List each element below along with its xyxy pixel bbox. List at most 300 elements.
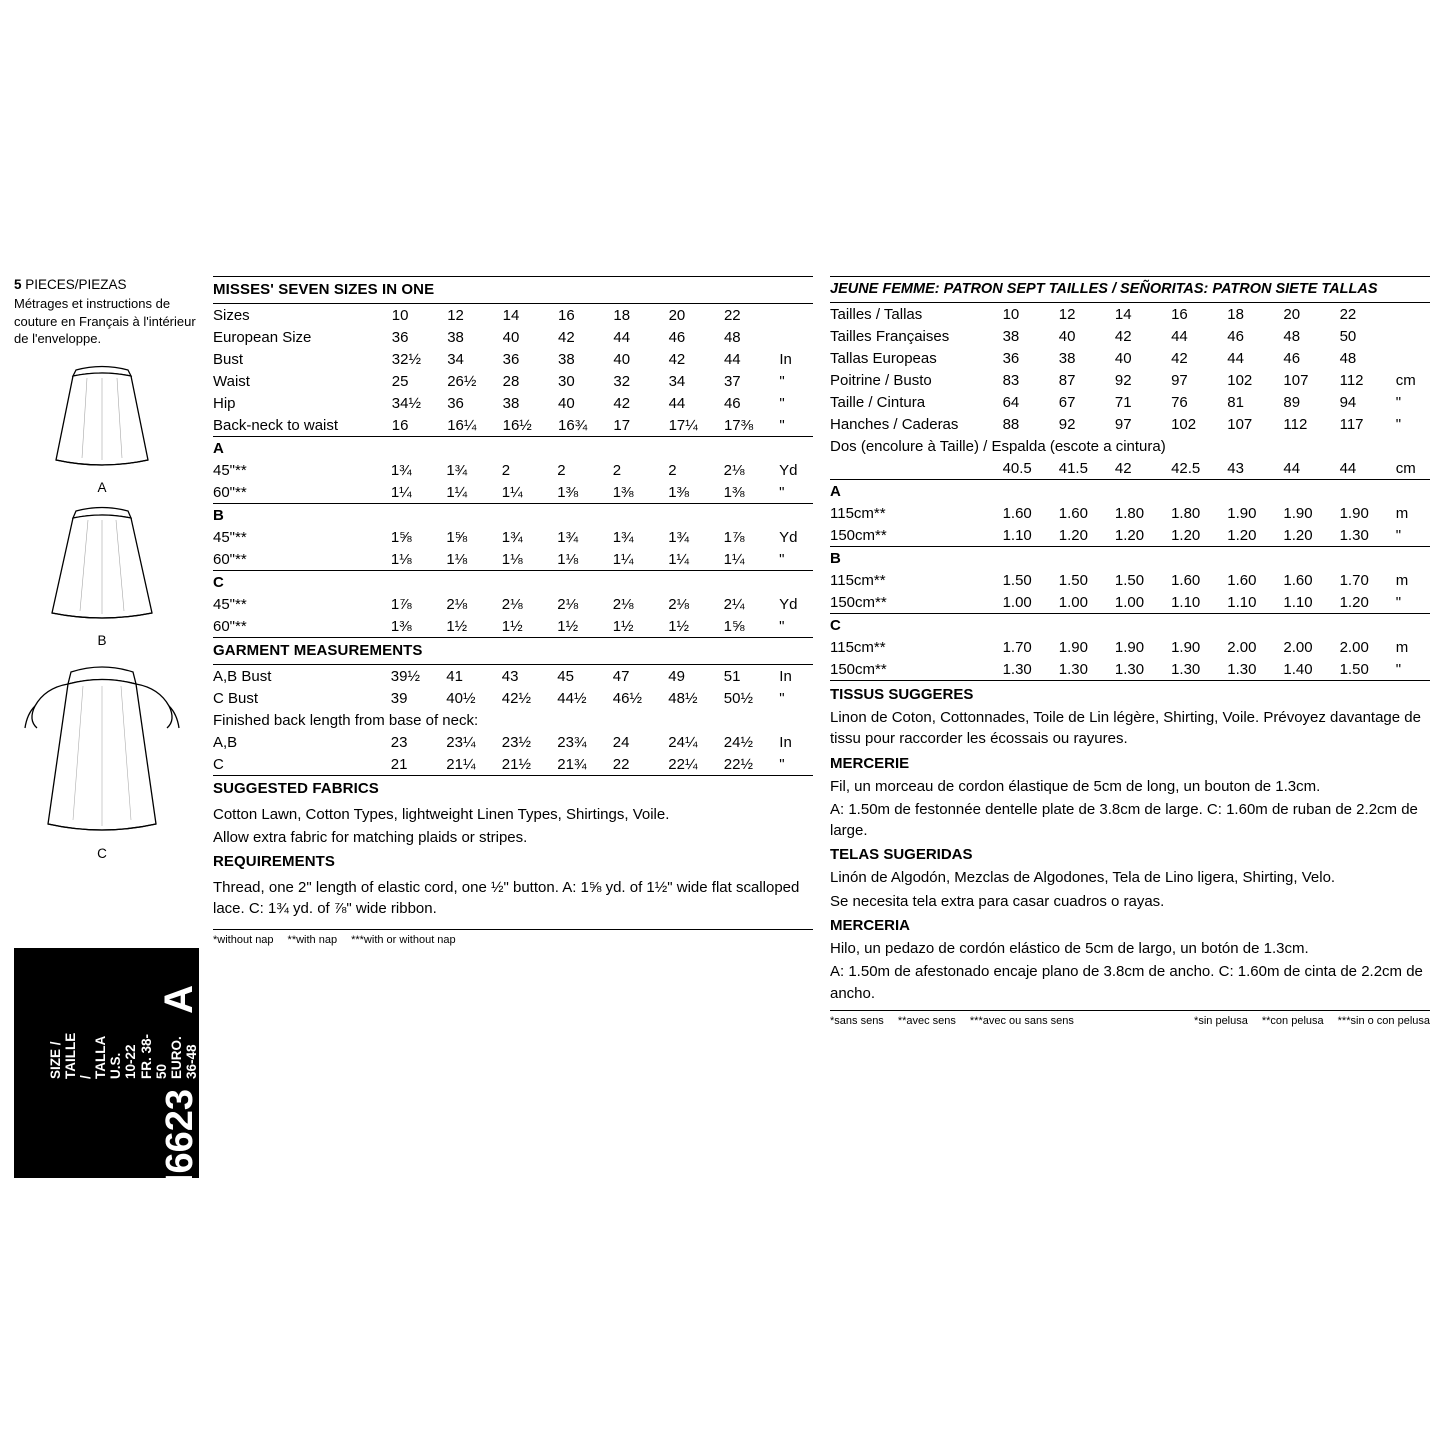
- view-b-illustration: [14, 501, 190, 648]
- unit: m: [1395, 638, 1409, 656]
- metric-yardage-a: [830, 480, 1430, 546]
- french-instructions-note: Métrages et instructions de couture en Français à l'intérieur de l'enveloppe.: [14, 296, 196, 347]
- cell: 1¾: [612, 528, 634, 546]
- view-group-label: C: [213, 573, 224, 591]
- cell: 50: [1339, 327, 1357, 345]
- cell: 1.50: [1002, 571, 1032, 589]
- translated-title: JEUNE FEMME: PATRON SEPT TAILLES / SEÑORITAS: PATRON SIETE TALLAS: [830, 281, 1378, 297]
- cell: 1¼: [390, 483, 412, 501]
- table-row: [213, 753, 813, 775]
- cell: 46: [723, 394, 741, 412]
- cell: 47: [612, 667, 630, 685]
- cell: 1⅜: [557, 483, 579, 501]
- es-notions-text-2: A: 1.50m de afestonado encaje plano de 3.8cm de ancho. C: 1.60m de cinta de 2.2cm de ancho.: [830, 963, 1423, 1002]
- footnote-fr-2: **avec sens: [897, 1014, 956, 1027]
- english-footnotes: [213, 930, 813, 946]
- cell: 32: [613, 372, 631, 390]
- translated-column: [830, 276, 1430, 1027]
- cell: 16: [391, 416, 409, 434]
- cell: 1.00: [1002, 593, 1032, 611]
- cell: 1¾: [501, 528, 523, 546]
- cell: 64: [1002, 393, 1020, 411]
- cell: 46½: [612, 689, 642, 707]
- cell: 18: [1227, 305, 1244, 323]
- cell: 10: [391, 306, 409, 324]
- cell: 22: [723, 306, 741, 324]
- cell: 1.90: [1171, 638, 1201, 656]
- cell: 1.30: [1114, 660, 1145, 678]
- tab-size-line-3: FR. 38-50: [138, 1034, 169, 1080]
- unit: In: [779, 350, 792, 368]
- cell: 21¼: [446, 755, 476, 773]
- cell: 1⅛: [501, 550, 523, 568]
- cell: 92: [1114, 371, 1132, 389]
- unit: ": [1395, 393, 1402, 411]
- cell: 46: [668, 328, 686, 346]
- cell: 1¼: [501, 483, 523, 501]
- cell: 44: [668, 394, 686, 412]
- table-row: [830, 502, 1430, 524]
- cell: 45: [557, 667, 574, 685]
- cell: 41.5: [1058, 459, 1088, 477]
- es-notions-text-1: Hilo, un pedazo de cordón elástico de 5cm de largo, un botón de 1.3cm.: [830, 940, 1309, 958]
- cell: 107: [1283, 371, 1309, 389]
- cell: 20: [668, 306, 686, 324]
- cell: 1.60: [1227, 571, 1257, 589]
- cell: 1½: [501, 617, 523, 635]
- cell: 1½: [612, 617, 634, 635]
- cell: 1¾: [668, 528, 690, 546]
- view-illustrations: [14, 360, 209, 861]
- row-label: Taille / Cintura: [830, 393, 926, 411]
- cell: 44: [1171, 327, 1188, 345]
- footnote-fr-3: ***avec ou sans sens: [969, 1014, 1074, 1027]
- cell: 1¾: [557, 528, 579, 546]
- cell: 102: [1171, 415, 1197, 433]
- table-row: [213, 459, 813, 481]
- pieces-count: 5: [14, 277, 22, 292]
- unit: ": [779, 394, 785, 412]
- cell: 1¼: [668, 550, 690, 568]
- view-group-label: B: [830, 549, 841, 567]
- cell: 1⅞: [390, 595, 412, 613]
- es-fabrics-title: TELAS SUGERIDAS: [830, 846, 973, 864]
- row-label: C: [213, 755, 224, 773]
- cell: 1.30: [1171, 660, 1201, 678]
- cell: 42: [613, 394, 631, 412]
- cell: 42: [1171, 349, 1188, 367]
- cell: 41: [446, 667, 463, 685]
- cell: 1¼: [723, 550, 745, 568]
- cell: 1⅜: [723, 483, 745, 501]
- unit: ": [1395, 593, 1402, 611]
- cell: 40½: [446, 689, 476, 707]
- cell: 112: [1283, 415, 1308, 433]
- cell: 25: [391, 372, 409, 390]
- unit: ": [1395, 526, 1402, 544]
- left-illustration-column: [14, 276, 209, 861]
- english-title: MISSES' SEVEN SIZES IN ONE: [213, 281, 435, 298]
- table-row: [830, 614, 1430, 636]
- table-row: [213, 687, 813, 709]
- tab-size-line-2: U.S. 10-22: [108, 1044, 139, 1080]
- cell: 1.20: [1114, 526, 1145, 544]
- cell: 97: [1114, 415, 1132, 433]
- cell: 16¼: [447, 416, 477, 434]
- es-notions-title: MERCERIA: [830, 917, 911, 935]
- cell: 2⅛: [557, 595, 579, 613]
- unit: ": [779, 755, 785, 773]
- cell: 50½: [723, 689, 753, 707]
- cell: 23¾: [557, 733, 587, 751]
- cell: 26½: [447, 372, 477, 390]
- table-row: [830, 658, 1430, 680]
- back-neck-note: Dos (encolure à Taille) / Espalda (escote a cintura): [830, 437, 1166, 455]
- english-yardage-b: [213, 504, 813, 570]
- cell: 2: [501, 461, 511, 479]
- tab-size-info: [48, 1030, 199, 1079]
- cell: 10: [1002, 305, 1020, 323]
- row-label: 45"**: [213, 461, 247, 479]
- cell: 22: [1339, 305, 1357, 323]
- cell: 23½: [501, 733, 531, 751]
- cell: 1.10: [1227, 593, 1257, 611]
- table-row: [830, 369, 1430, 391]
- cell: 1.60: [1002, 504, 1032, 522]
- cell: 1.90: [1227, 504, 1257, 522]
- cell: 1.30: [1058, 660, 1088, 678]
- cell: 23¼: [446, 733, 476, 751]
- cell: 40: [1114, 349, 1132, 367]
- cell: 44: [1227, 349, 1244, 367]
- fr-fabrics-title: TISSUS SUGGERES: [830, 686, 974, 703]
- cell: 46: [1227, 327, 1244, 345]
- cell: 89: [1283, 393, 1301, 411]
- cell: 107: [1227, 415, 1253, 433]
- cell: 1⅛: [557, 550, 579, 568]
- cell: 112: [1339, 371, 1364, 389]
- fr-notions-text-2: A: 1.50m de festonnée dentelle plate de 3.8cm de large. C: 1.60m de ruban de 2.2cm de large.: [830, 800, 1418, 840]
- cell: 1.30: [1227, 660, 1257, 678]
- table-row: [213, 571, 813, 593]
- unit: Yd: [779, 528, 798, 546]
- row-label: Hanches / Caderas: [830, 415, 959, 433]
- cell: 88: [1002, 415, 1020, 433]
- cell: 1⅝: [390, 528, 412, 546]
- es-fabrics-text-1: Linón de Algodón, Mezclas de Algodones, Tela de Lino ligera, Shirting, Velo.: [830, 869, 1336, 887]
- suggested-fabrics-text-2: Allow extra fabric for matching plaids or stripes.: [213, 829, 528, 847]
- cell: 1½: [557, 617, 579, 635]
- table-row: [830, 435, 1430, 457]
- cell: 2.00: [1227, 638, 1257, 656]
- cell: 38: [1002, 327, 1020, 345]
- cell: 2⅛: [446, 595, 468, 613]
- cell: 44: [613, 328, 631, 346]
- cell: 1.10: [1283, 593, 1313, 611]
- table-row: [830, 569, 1430, 591]
- table-row: [830, 524, 1430, 546]
- view-group-label: A: [830, 482, 841, 500]
- cell: 1⅛: [390, 550, 412, 568]
- cell: 83: [1002, 371, 1020, 389]
- cell: 67: [1058, 393, 1076, 411]
- translated-size-table: [830, 303, 1430, 479]
- cell: 2⅛: [501, 595, 523, 613]
- cell: 22: [612, 755, 630, 773]
- cell: 34: [447, 350, 464, 368]
- row-label: 150cm**: [830, 593, 887, 611]
- footnote-3: ***with or without nap: [351, 934, 456, 947]
- cell: 44: [1339, 459, 1357, 477]
- row-label: 150cm**: [830, 660, 887, 678]
- cell: 1½: [668, 617, 690, 635]
- metric-yardage-c: [830, 614, 1430, 680]
- table-row: [830, 547, 1430, 569]
- table-row: [830, 480, 1430, 502]
- cell: 34: [668, 372, 686, 390]
- row-label: Tailles / Tallas: [830, 305, 923, 323]
- row-label: Tallas Europeas: [830, 349, 937, 367]
- view-a-illustration: [14, 360, 190, 495]
- cell: 16¾: [558, 416, 588, 434]
- table-row: [213, 615, 813, 637]
- row-label: A,B: [213, 733, 238, 751]
- garment-measurements-title: GARMENT MEASUREMENTS: [213, 642, 423, 659]
- view-b-label: B: [97, 632, 107, 648]
- unit: ": [779, 372, 785, 390]
- cell: 1.60: [1283, 571, 1313, 589]
- row-label: C Bust: [213, 689, 259, 707]
- cell: 40.5: [1002, 459, 1032, 477]
- skirt-view-b-icon: [32, 501, 172, 631]
- cell: 1.00: [1114, 593, 1145, 611]
- row-label: 60"**: [213, 550, 247, 568]
- view-c-illustration: [14, 654, 190, 861]
- row-label: Tailles Françaises: [830, 327, 950, 345]
- table-row: [213, 392, 813, 414]
- requirements-title: REQUIREMENTS: [213, 852, 336, 870]
- footnote-es-2: **con pelusa: [1261, 1014, 1324, 1027]
- cell: 1.00: [1058, 593, 1088, 611]
- view-group-label: A: [213, 439, 224, 457]
- cell: 1¾: [446, 461, 468, 479]
- tab-size-line-1: SIZE / TAILLE / TALLA: [47, 1032, 109, 1080]
- cell: 97: [1171, 371, 1188, 389]
- row-label: 45"**: [213, 595, 247, 613]
- table-row: [830, 325, 1430, 347]
- cell: 18: [613, 306, 631, 324]
- cell: 1.90: [1114, 638, 1145, 656]
- cell: 39: [390, 689, 408, 707]
- cell: 46: [1283, 349, 1301, 367]
- english-column: [213, 276, 813, 946]
- cell: 1.80: [1171, 504, 1201, 522]
- cell: 43: [1227, 459, 1244, 477]
- cell: 39½: [390, 667, 420, 685]
- table-row: [213, 548, 813, 570]
- table-row: [213, 348, 813, 370]
- table-row: [213, 526, 813, 548]
- cell: 36: [1002, 349, 1020, 367]
- unit: ": [779, 483, 785, 501]
- cell: 37: [723, 372, 741, 390]
- cell: 38: [502, 394, 520, 412]
- table-row: [213, 481, 813, 503]
- unit: Yd: [779, 595, 798, 613]
- table-row: [213, 593, 813, 615]
- cell: 1.50: [1058, 571, 1088, 589]
- english-yardage-c: [213, 571, 813, 637]
- translated-footnotes: [830, 1011, 1430, 1027]
- suggested-fabrics-title: SUGGESTED FABRICS: [213, 780, 379, 797]
- row-label: [830, 457, 1003, 479]
- fr-fabrics-text: Linon de Coton, Cottonnades, Toile de Lin légère, Shirting, Voile. Prévoyez davantage de tissu pour raccorder les écossais ou rayures.: [830, 709, 1421, 748]
- cell: 40: [613, 350, 631, 368]
- cell: 1.10: [1002, 526, 1032, 544]
- cell: 87: [1058, 371, 1076, 389]
- cell: 48: [1283, 327, 1301, 345]
- cell: 71: [1114, 393, 1132, 411]
- cell: 1⅝: [446, 528, 468, 546]
- cell: 24¼: [668, 733, 698, 751]
- cell: 51: [723, 667, 741, 685]
- row-label: 60"**: [213, 617, 247, 635]
- unit: ": [779, 550, 785, 568]
- table-row: [213, 665, 813, 687]
- finished-length-note: Finished back length from base of neck:: [213, 711, 479, 729]
- row-label: Bust: [213, 350, 244, 368]
- cell: 1.90: [1058, 638, 1088, 656]
- cell: 38: [558, 350, 575, 368]
- table-row: [213, 709, 813, 731]
- view-group-label: B: [213, 506, 224, 524]
- table-row: [830, 303, 1430, 325]
- row-label: Hip: [213, 394, 236, 412]
- cell: 1.40: [1283, 660, 1313, 678]
- table-row: [830, 636, 1430, 658]
- cell: 1⅞: [723, 528, 745, 546]
- tab-letter: A: [157, 985, 201, 1014]
- cell: 1.50: [1114, 571, 1145, 589]
- footnote-1: *without nap: [213, 934, 274, 947]
- cell: 17⅜: [723, 416, 754, 434]
- cell: 23: [390, 733, 408, 751]
- cell: 48½: [668, 689, 698, 707]
- cell: 48: [1339, 349, 1357, 367]
- cell: 40: [1058, 327, 1076, 345]
- cell: 32½: [391, 350, 421, 368]
- cell: 1⅛: [446, 550, 468, 568]
- row-label: Poitrine / Busto: [830, 371, 932, 389]
- cell: 2¼: [723, 595, 745, 613]
- tab-size-line-4: EURO. 36-48: [168, 1036, 199, 1080]
- view-group-label: C: [830, 616, 841, 634]
- cell: 16: [558, 306, 575, 324]
- cell: 1.30: [1002, 660, 1032, 678]
- cell: 36: [447, 394, 464, 412]
- unit: In: [779, 733, 792, 751]
- cell: 42½: [501, 689, 531, 707]
- cell: 1¼: [612, 550, 634, 568]
- cell: 42: [1114, 327, 1132, 345]
- cell: 1.70: [1002, 638, 1032, 656]
- unit: ": [1395, 660, 1402, 678]
- unit: m: [1395, 504, 1409, 522]
- cell: 1.20: [1227, 526, 1257, 544]
- footnote-fr-1: *sans sens: [830, 1014, 884, 1027]
- table-row: [213, 370, 813, 392]
- metric-yardage-b: [830, 547, 1430, 613]
- dress-view-c-icon: [15, 654, 190, 844]
- fr-notions-title: MERCERIE: [830, 754, 910, 772]
- cell: 43: [501, 667, 519, 685]
- cell: 38: [447, 328, 464, 346]
- unit: Yd: [779, 461, 798, 479]
- view-a-label: A: [97, 479, 107, 495]
- cell: 36: [502, 350, 520, 368]
- unit: [779, 326, 813, 348]
- fr-notions-text-1: Fil, un morceau de cordon élastique de 5cm de long, un bouton de 1.3cm.: [830, 777, 1321, 795]
- cell: 117: [1339, 415, 1364, 433]
- cell: 22½: [723, 755, 753, 773]
- unit: cm: [1395, 371, 1416, 389]
- cell: 1¾: [390, 461, 412, 479]
- unit: [1396, 347, 1430, 369]
- cell: 2: [668, 461, 677, 479]
- table-row: [213, 414, 813, 436]
- cell: 1.70: [1339, 571, 1369, 589]
- cell: 21½: [501, 755, 531, 773]
- cell: 1.50: [1339, 660, 1369, 678]
- row-label: 60"**: [213, 483, 247, 501]
- cell: 17: [613, 416, 631, 434]
- cell: 40: [558, 394, 575, 412]
- row-label: 115cm**: [830, 571, 886, 589]
- cell: 2⅛: [612, 595, 634, 613]
- cell: 1.20: [1058, 526, 1088, 544]
- cell: 44: [723, 350, 741, 368]
- footnote-2: **with nap: [287, 934, 338, 947]
- cell: 1.10: [1171, 593, 1201, 611]
- cell: 2⅛: [723, 461, 745, 479]
- cell: 2.00: [1283, 638, 1313, 656]
- cell: 44: [1283, 459, 1301, 477]
- cell: 76: [1171, 393, 1188, 411]
- table-row: [830, 347, 1430, 369]
- cell: 49: [668, 667, 685, 685]
- cell: 1.60: [1171, 571, 1201, 589]
- table-row: [213, 326, 813, 348]
- cell: 1⅜: [390, 617, 412, 635]
- cell: 1.20: [1283, 526, 1313, 544]
- cell: 1½: [446, 617, 468, 635]
- cell: 1.80: [1114, 504, 1145, 522]
- cell: 40: [502, 328, 520, 346]
- cell: 42: [558, 328, 575, 346]
- cell: 16½: [502, 416, 532, 434]
- cell: 14: [502, 306, 520, 324]
- cell: 2.00: [1339, 638, 1369, 656]
- cell: 94: [1339, 393, 1357, 411]
- cell: 44½: [557, 689, 587, 707]
- english-size-table: [213, 304, 813, 436]
- cell: 1.20: [1339, 593, 1369, 611]
- cell: 12: [1058, 305, 1076, 323]
- cell: 24½: [723, 733, 753, 751]
- cell: 2⅛: [668, 595, 690, 613]
- pieces-count-line: [14, 276, 209, 294]
- garment-measurements-table: [213, 665, 813, 775]
